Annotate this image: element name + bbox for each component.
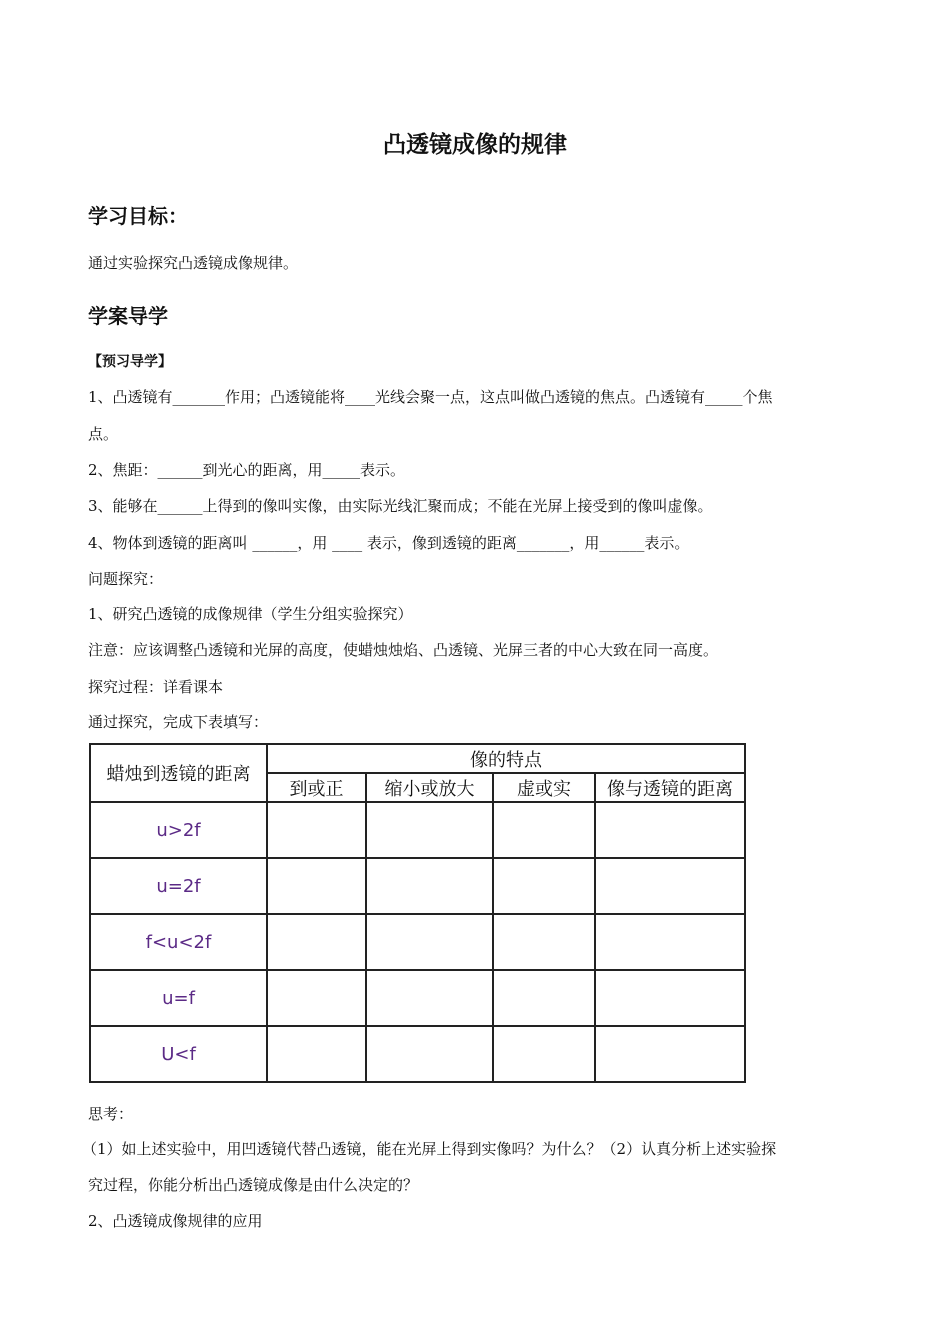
objective-text: 通过实验探究凸透镜成像规律。 <box>88 254 299 272</box>
answer-cell[interactable] <box>595 802 745 858</box>
think-heading: 思考： <box>88 1105 134 1123</box>
answer-cell[interactable] <box>493 1026 595 1082</box>
header-image-features: 像的特点 <box>267 744 745 773</box>
subheader-orientation: 到或正 <box>267 773 366 802</box>
answer-cell[interactable] <box>267 802 366 858</box>
question-1-line-2: 点。 <box>88 425 119 443</box>
question-2: 2、焦距：______到光心的距离，用_____表示。 <box>88 461 406 479</box>
answer-cell[interactable] <box>595 1026 745 1082</box>
objective-heading: 学习目标： <box>88 204 188 228</box>
answer-cell[interactable] <box>595 858 745 914</box>
application-heading: 2、凸透镜成像规律的应用 <box>88 1212 263 1230</box>
row-condition: U<f <box>90 1026 267 1082</box>
answer-cell[interactable] <box>267 914 366 970</box>
table-row <box>90 802 745 858</box>
preview-heading: 【预习导学】 <box>88 354 172 370</box>
guide-heading: 学案导学 <box>88 304 168 328</box>
answer-cell[interactable] <box>267 858 366 914</box>
answer-cell[interactable] <box>366 914 493 970</box>
row-condition: f<u<2f <box>90 914 267 970</box>
process-text: 探究过程：详看课本 <box>88 678 224 696</box>
think-line-1: （1）如上述实验中，用凹透镜代替凸透镜，能在光屏上得到实像吗？为什么？（2）认真分析上述实验探 <box>82 1140 777 1158</box>
table-row <box>90 970 745 1026</box>
table-row <box>90 914 745 970</box>
question-3: 3、能够在______上得到的像叫实像，由实际光线汇聚而成；不能在光屏上接受到的像叫虚像。 <box>88 497 713 515</box>
answer-cell[interactable] <box>267 1026 366 1082</box>
note-text: 注意：应该调整凸透镜和光屏的高度，使蜡烛烛焰、凸透镜、光屏三者的中心大致在同一高度。 <box>88 641 719 659</box>
answer-cell[interactable] <box>493 858 595 914</box>
answer-cell[interactable] <box>493 802 595 858</box>
subheader-size: 缩小或放大 <box>366 773 493 802</box>
answer-cell[interactable] <box>366 970 493 1026</box>
table-row <box>90 858 745 914</box>
question-1-line-1: 1、凸透镜有_______作用；凸透镜能将____光线会聚一点，这点叫做凸透镜的焦点。凸透镜有_____个焦 <box>88 388 773 406</box>
table-row <box>90 1026 745 1082</box>
row-condition: u=2f <box>90 858 267 914</box>
inquiry-1: 1、研究凸透镜的成像规律（学生分组实验探究） <box>88 605 413 623</box>
answer-cell[interactable] <box>366 858 493 914</box>
inquiry-heading: 问题探究： <box>88 570 164 588</box>
row-condition: u=f <box>90 970 267 1026</box>
answer-cell[interactable] <box>493 914 595 970</box>
row-condition: u>2f <box>90 802 267 858</box>
answer-cell[interactable] <box>267 970 366 1026</box>
answer-cell[interactable] <box>366 1026 493 1082</box>
question-4: 4、物体到透镜的距离叫 ______，用 ____ 表示，像到透镜的距离_______，用______表示。 <box>88 534 690 552</box>
answer-cell[interactable] <box>366 802 493 858</box>
answer-cell[interactable] <box>595 914 745 970</box>
header-distance: 蜡烛到透镜的距离 <box>90 744 267 802</box>
subheader-image-distance: 像与透镜的距离 <box>595 773 745 802</box>
page-title: 凸透镜成像的规律 <box>383 132 567 158</box>
experiment-table <box>89 743 746 1083</box>
fill-prompt: 通过探究，完成下表填写： <box>88 713 269 731</box>
answer-cell[interactable] <box>493 970 595 1026</box>
subheader-real-virtual: 虚或实 <box>493 773 595 802</box>
think-line-2: 究过程，你能分析出凸透镜成像是由什么决定的？ <box>88 1176 419 1194</box>
answer-cell[interactable] <box>595 970 745 1026</box>
